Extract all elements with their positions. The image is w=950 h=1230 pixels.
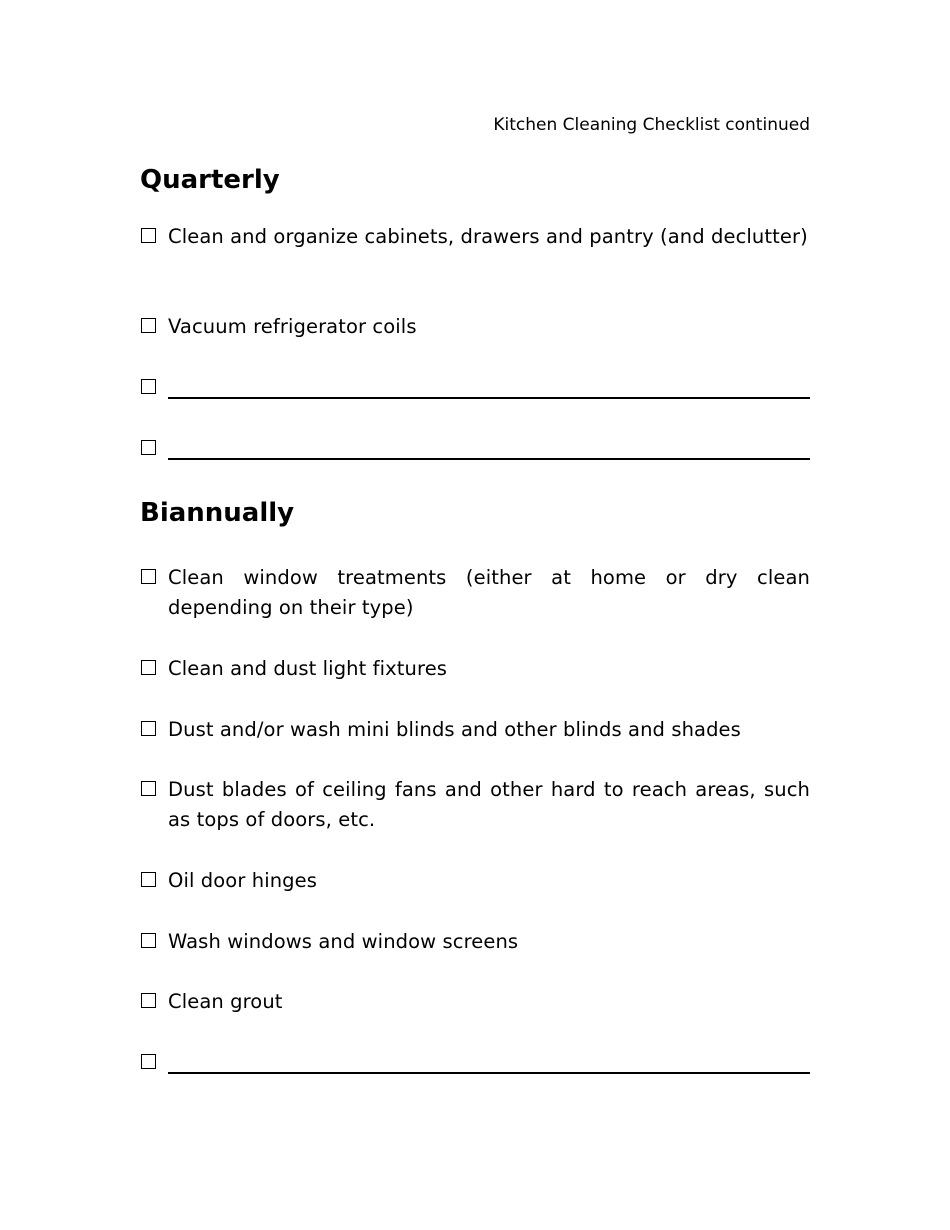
- checklist-item-text: Clean and organize cabinets, drawers and pantry (and declutter): [168, 225, 808, 248]
- checklist-item-text: Clean grout: [168, 990, 283, 1013]
- checklist-item-text: Wash windows and window screens: [168, 930, 519, 953]
- section-title-biannually: Biannually: [140, 498, 295, 528]
- write-in-line[interactable]: [168, 458, 810, 460]
- checklist-item-text: Oil door hinges: [168, 869, 318, 892]
- checkbox[interactable]: [141, 569, 156, 584]
- checkbox[interactable]: [141, 660, 156, 675]
- checkbox[interactable]: [141, 933, 156, 948]
- checkbox[interactable]: [141, 993, 156, 1008]
- write-in-line[interactable]: [168, 397, 810, 399]
- checkbox[interactable]: [141, 781, 156, 796]
- blank-checklist-item: [140, 434, 810, 464]
- checklist-item-text: Clean and dust light fixtures: [168, 657, 448, 680]
- checklist-item: [140, 987, 810, 1017]
- checkbox[interactable]: [141, 379, 156, 394]
- checklist-item: [140, 222, 810, 252]
- blank-checklist-item: [140, 373, 810, 403]
- checklist-item-text: Dust blades of ceiling fans and other hard to reach areas, such as tops of doors, etc.: [168, 778, 810, 831]
- checklist-item: [140, 866, 810, 896]
- checklist-item-text: Clean window treatments (either at home or dry clean depending on their type): [168, 566, 810, 619]
- checkbox[interactable]: [141, 721, 156, 736]
- checkbox[interactable]: [141, 318, 156, 333]
- checkbox[interactable]: [141, 1054, 156, 1069]
- blank-checklist-item: [140, 1048, 810, 1078]
- checklist-page: [140, 0, 810, 1230]
- checklist-item: [140, 715, 810, 745]
- write-in-line[interactable]: [168, 1072, 810, 1074]
- checkbox[interactable]: [141, 872, 156, 887]
- checkbox[interactable]: [141, 228, 156, 243]
- checklist-item: [140, 654, 810, 684]
- checklist-item-text: Dust and/or wash mini blinds and other blinds and shades: [168, 718, 741, 741]
- checklist-item: [140, 927, 810, 957]
- checklist-item: [140, 563, 810, 623]
- checkbox[interactable]: [141, 440, 156, 455]
- checklist-item-text: Vacuum refrigerator coils: [168, 315, 417, 338]
- checklist-item: [140, 775, 810, 835]
- running-header: Kitchen Cleaning Checklist continued: [493, 115, 810, 135]
- checklist-item: [140, 312, 810, 342]
- section-title-quarterly: Quarterly: [140, 165, 280, 195]
